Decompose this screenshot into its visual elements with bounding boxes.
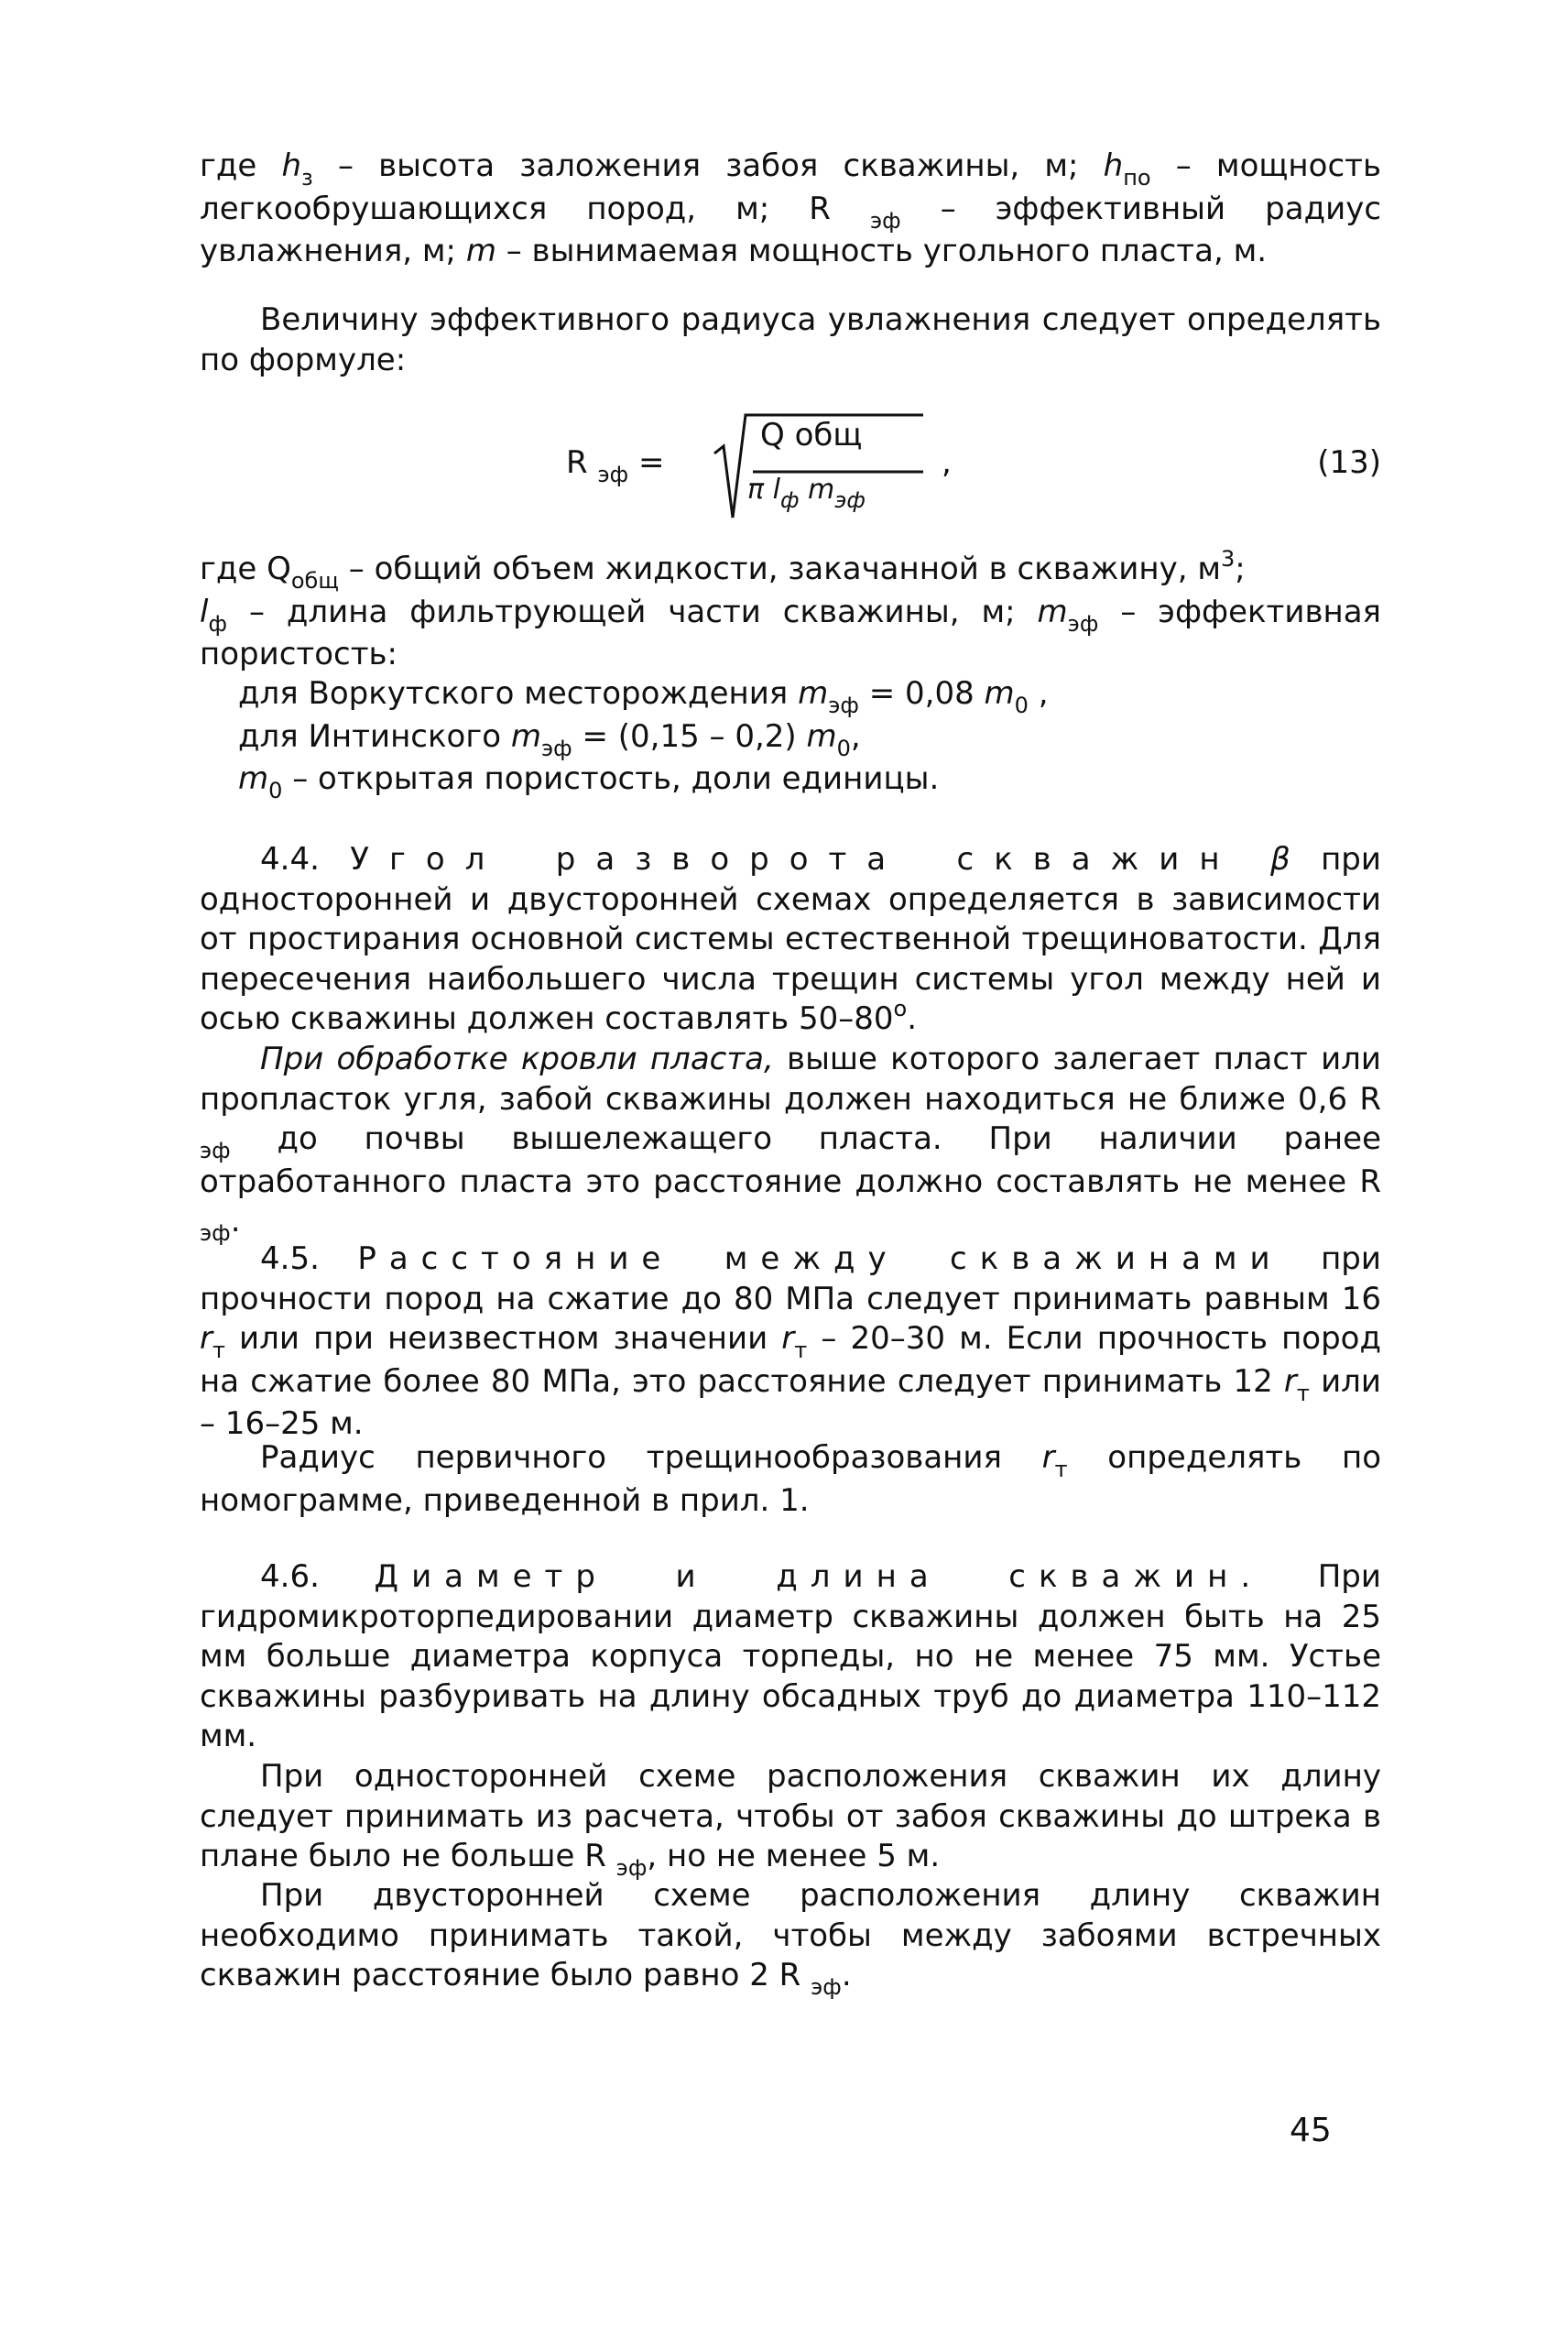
symbol-m: m bbox=[465, 233, 496, 269]
text-run: – открытая пористость, доли единицы. bbox=[282, 760, 940, 797]
formula-lhs bbox=[566, 444, 665, 487]
symbol-m: m bbox=[798, 675, 829, 712]
paragraph-text bbox=[200, 147, 1381, 272]
symbol-r: R bbox=[566, 444, 588, 481]
symbol-m: m bbox=[238, 760, 269, 797]
subscript: эф bbox=[597, 462, 629, 487]
symbol-h: h bbox=[281, 147, 302, 184]
section-4-4-roof bbox=[200, 1040, 1381, 1245]
paragraph-formula-intro bbox=[200, 300, 1381, 380]
symbol-beta: β bbox=[1269, 841, 1290, 878]
text-run: . bbox=[907, 1000, 918, 1037]
text-run: до почвы вышележащего пласта. При наличии ранее отработанного пласта это расстояние должно составлять не менее R bbox=[200, 1120, 1381, 1200]
superscript: 3 bbox=[1220, 546, 1236, 572]
subscript: ф bbox=[779, 487, 800, 513]
text-run: при прочности пород на сжатие до 80 МПа следует принимать равным 16 bbox=[200, 1240, 1381, 1317]
equation-number: (13) bbox=[1317, 444, 1381, 481]
subscript: эф bbox=[828, 693, 859, 718]
text-run: , но не менее 5 м. bbox=[647, 1838, 941, 1874]
symbol-l: l bbox=[200, 593, 209, 630]
subscript: эф bbox=[811, 1974, 842, 2000]
text-run: при односторонней и двусторонней схемах определяется в зависимости от простирания основной системы естественной трещиноватости. Для пересечения наибольшего числа трещин системы угол между ней и осью скважины должен составлять 50–80 bbox=[200, 841, 1381, 1037]
section-4-6 bbox=[200, 1557, 1381, 1757]
formula-numerator: Q общ bbox=[760, 417, 863, 453]
text-run: . bbox=[230, 1203, 241, 1239]
symbol-m: m bbox=[984, 675, 1015, 712]
list-item bbox=[238, 759, 1381, 803]
paragraph-text: Величину эффективного радиуса увлажнения следует определять по формуле: bbox=[200, 301, 1381, 378]
subscript: общ bbox=[290, 568, 339, 594]
formula-comma: , bbox=[942, 444, 952, 481]
paragraph-text bbox=[200, 840, 1381, 1043]
paragraph-text bbox=[200, 1040, 1381, 1245]
text-run: = (0,15 – 0,2) bbox=[572, 717, 807, 755]
paragraph-text bbox=[200, 546, 1382, 675]
equals-sign: = bbox=[637, 444, 665, 481]
paragraph-text bbox=[200, 1239, 1381, 1445]
subscript: эф bbox=[540, 735, 572, 761]
subscript: эф bbox=[200, 1138, 231, 1163]
paragraph-text bbox=[200, 1438, 1381, 1521]
subscript: 0 bbox=[1014, 693, 1029, 718]
formula-denominator bbox=[747, 474, 866, 513]
text-run: – эффективная пористость: bbox=[200, 593, 1382, 672]
symbol-r: r bbox=[1283, 1362, 1297, 1400]
symbol-m: m bbox=[1037, 593, 1068, 630]
section-number: 4.5. bbox=[260, 1240, 320, 1277]
symbol-r: r bbox=[781, 1320, 795, 1357]
symbol-h: h bbox=[1103, 147, 1124, 184]
text-run: – эффективный радиус увлажнения, м; bbox=[200, 190, 1382, 269]
text-run: для Воркутского месторождения bbox=[238, 675, 799, 712]
text-run: При односторонней схеме расположения скважин их длину следует принимать из расчета, чтобы от забоя скважины до штрека в плане было не больше R bbox=[200, 1758, 1381, 1874]
section-number: 4.6. bbox=[260, 1558, 320, 1595]
subscript: ф bbox=[208, 610, 227, 637]
list-item bbox=[238, 717, 1381, 760]
text-run: где Q bbox=[200, 551, 291, 587]
text-run: Радиус первичного трещинообразования bbox=[260, 1439, 1042, 1476]
text-run: ; bbox=[1235, 551, 1246, 587]
text-run: выше которого залегает пласт или пропласток угля, забой скважины должен находиться не ближе 0,6 R bbox=[200, 1041, 1381, 1118]
text-run: – 20–30 м. Если прочность пород на сжатие более 80 МПа, это расстояние следует принимать 12 bbox=[200, 1320, 1381, 1400]
section-4-4 bbox=[200, 840, 1381, 1043]
subscript: эф bbox=[1067, 610, 1099, 637]
section-4-5-radius bbox=[200, 1438, 1381, 1521]
subscript: по bbox=[1123, 165, 1151, 191]
subscript: з bbox=[301, 165, 313, 191]
text-run: для Интинского bbox=[238, 717, 511, 755]
section-title: Расстояние между скважинами bbox=[357, 1240, 1283, 1277]
subscript: 0 bbox=[836, 735, 851, 761]
symbol-m: m bbox=[510, 717, 541, 755]
paragraph-text bbox=[200, 1757, 1381, 1880]
text-run: , bbox=[1028, 675, 1049, 712]
subscript: т bbox=[794, 1338, 808, 1363]
text-run: или – 16–25 м. bbox=[200, 1362, 1381, 1442]
text-run: , bbox=[850, 717, 861, 755]
subscript: эф bbox=[834, 487, 866, 513]
denominator-text: π l bbox=[747, 474, 780, 506]
list-item bbox=[238, 674, 1381, 717]
text-run: – мощность легкообрушающихся пород, м; R bbox=[200, 147, 1381, 227]
paragraph-text bbox=[200, 1876, 1381, 1999]
section-4-6-two-sided bbox=[200, 1876, 1381, 1999]
paragraph-definitions-1 bbox=[200, 147, 1381, 272]
text-run: = 0,08 bbox=[858, 675, 985, 712]
symbol-m: m bbox=[808, 474, 835, 506]
subscript: эф bbox=[615, 1855, 648, 1881]
text-run: – общий объем жидкости, закачанной в скважину, м bbox=[338, 551, 1221, 587]
section-number: 4.4. bbox=[260, 841, 320, 878]
section-title: Диаметр и длина скважин. bbox=[374, 1558, 1264, 1595]
symbol-m: m bbox=[806, 717, 837, 755]
text-run: При гидромикроторпедировании диаметр скважины должен быть на 25 мм больше диаметра корпуса торпеды, но не менее 75 мм. Устье скважины разбуривать на длину обсадных труб до диаметра 110–112 мм. bbox=[200, 1558, 1381, 1754]
text-run: . bbox=[841, 1957, 852, 1993]
symbol-r: r bbox=[1041, 1439, 1055, 1476]
subscript: т bbox=[212, 1338, 225, 1363]
text-run: или при неизвестном значении bbox=[224, 1320, 782, 1357]
page-number: 45 bbox=[1290, 2112, 1332, 2149]
paragraph-definitions-2 bbox=[200, 546, 1382, 675]
subscript: т bbox=[1296, 1380, 1310, 1406]
italic-phrase: При обработке кровли пласта, bbox=[260, 1041, 774, 1077]
section-4-5 bbox=[200, 1239, 1381, 1445]
text-run: – вынимаемая мощность угольного пласта, м. bbox=[495, 233, 1268, 269]
text-run: определять по номограмме, приведенной в прил. 1. bbox=[200, 1439, 1381, 1519]
text-run: где bbox=[200, 147, 282, 184]
text-run: – высота заложения забоя скважины, м; bbox=[312, 147, 1104, 184]
text-run: При двусторонней схеме расположения длину скважин необходимо принимать такой, чтобы между забоями встречных скважин расстояние было равно 2 R bbox=[200, 1877, 1381, 1993]
subscript: 0 bbox=[268, 778, 283, 803]
subscript: эф bbox=[869, 207, 901, 234]
superscript: о bbox=[893, 996, 908, 1021]
subscript: эф bbox=[200, 1220, 231, 1246]
section-title: Угол разворота скважин bbox=[350, 841, 1240, 878]
section-4-6-one-sided bbox=[200, 1757, 1381, 1880]
symbol-r: r bbox=[200, 1320, 212, 1357]
formula-13 bbox=[200, 399, 1381, 527]
paragraph-text bbox=[200, 1557, 1381, 1757]
text-run: – длина фильтрующей части скважины, м; bbox=[226, 593, 1038, 630]
subscript: т bbox=[1054, 1457, 1068, 1482]
porosity-list bbox=[200, 674, 1381, 803]
